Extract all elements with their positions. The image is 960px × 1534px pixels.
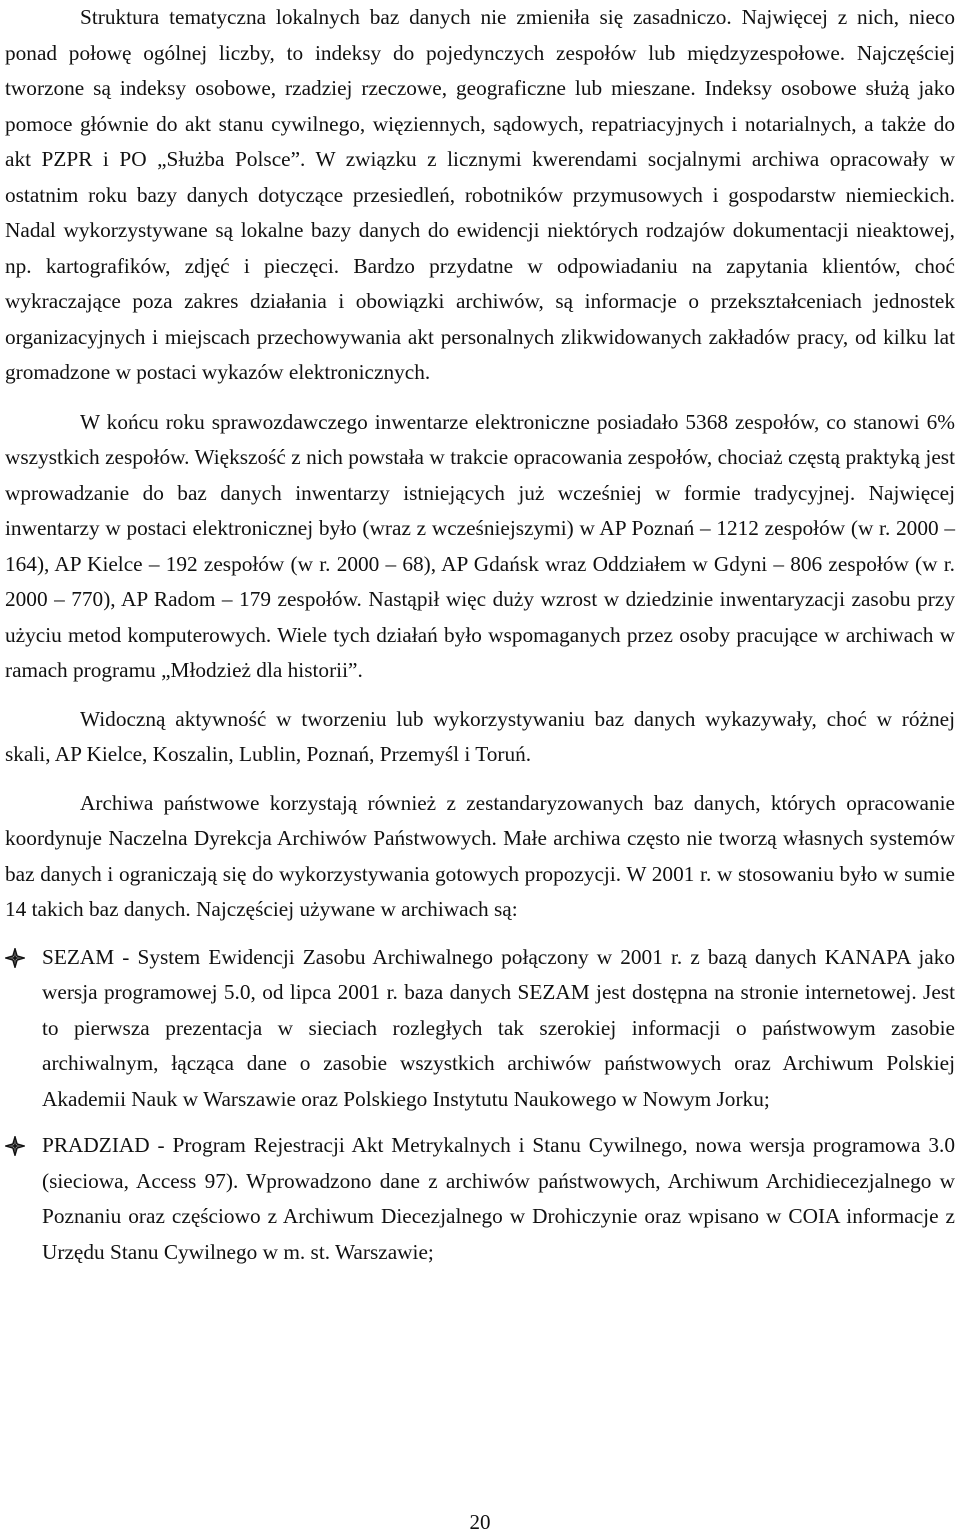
paragraph-standardized-databases: Archiwa państwowe korzystają również z zestandaryzowanych baz danych, których opracowanie koordynuje Naczelna Dyrekcja Archiwów Państwowych. Małe archiwa często nie tworzą własnych systemów baz danych i ograniczają się do wykorzystywania gotowych propozycji. W 2001 r. w stosowaniu było w sumie 14 takich baz danych. Najczęściej używane w archiwach są:	[5, 790, 955, 921]
list-item-pradziad	[5, 1128, 955, 1270]
database-list	[5, 940, 955, 1271]
list-item-sezam	[5, 940, 955, 1118]
paragraph-local-databases: Struktura tematyczna lokalnych baz danych nie zmieniła się zasadniczo. Najwięcej z nich, nieco ponad połowę ogólnej liczby, to indeksy do pojedynczych zespołów lub międzyzespołowe. Najczęściej tworzone są indeksy osobowe, rzadziej rzeczowe, geograficzne lub mieszane. Indeksy osobowe służą jako pomoce głównie do akt stanu cywilnego, więziennych, sądowych, repatriacyjnych i notarialnych, a także do akt PZPR i PO „Służba Polsce”. W związku z licznymi kwerendami socjalnymi archiwa opracowały w ostatnim roku bazy danych dotyczące przesiedleń, robotników przymusowych i gospodarstw niemieckich. Nadal wykorzystywane są lokalne bazy danych do ewidencji niektórych rodzajów dokumentacji nieaktowej, np. kartografików, zdjęć i pieczęci. Bardzo przydatne w odpowiadaniu na zapytania klientów, choć wykraczające poza zakres działania i obowiązki archiwów, są informacje o przekształceniach jednostek organizacyjnych i miejscach przechowywania akt personalnych zlikwidowanych zakładów pracy, od kilku lat gromadzone w postaci wykazów elektronicznych.	[5, 5, 955, 384]
list-item-text: SEZAM - System Ewidencji Zasobu Archiwalnego połączony w 2001 r. z bazą danych KANAPA jako wersja programowej 5.0, od lipca 2001 r. baza danych SEZAM jest dostępna na stronie internetowej. Jest to pierwsza prezentacja w sieciach rozległych tak szerokiej informacji o państwowym zasobie archiwalnym, łącząca dane o zasobie wszystkich archiwów państwowych oraz Archiwum Polskiej Akademii Nauk w Warszawie oraz Polskiego Instytutu Naukowego w Nowym Jorku;	[42, 944, 955, 1111]
document-page	[5, 0, 955, 1270]
diamond-bullet-icon	[5, 948, 25, 968]
list-item-text: PRADZIAD - Program Rejestracji Akt Metrykalnych i Stanu Cywilnego, nowa wersja programowa 3.0 (sieciowa, Access 97). Wprowadzono dane z archiwów państwowych, Archiwum Archidiecezjalnego w Poznaniu oraz częściowo z Archiwum Diecezjalnego w Drohiczynie oraz wpisano w COIA informacje z Urzędu Stanu Cywilnego w m. st. Warszawie;	[42, 1133, 955, 1264]
paragraph-electronic-inventories: W końcu roku sprawozdawczego inwentarze elektroniczne posiadało 5368 zespołów, co stanowi 6% wszystkich zespołów. Większość z nich powstała w trakcie opracowania zespołów, chociaż częstą praktyką jest wprowadzanie do baz danych inwentarzy istniejących już wcześniej w formie tradycyjnej. Najwięcej inwentarzy w postaci elektronicznej było (wraz z wcześniejszymi) w AP Poznań – 1212 zespołów (w r. 2000 – 164), AP Kielce – 192 zespołów (w r. 2000 – 68), AP Gdańsk wraz Oddziałem w Gdyni – 806 zespołów (w r. 2000 – 770), AP Radom – 179 zespołów. Nastąpił więc duży wzrost w dziedzinie inwentaryzacji zasobu przy użyciu metod komputerowych. Wiele tych działań było wspomaganych przez osoby pracujące w archiwach w ramach programu „Młodzież dla historii”.	[5, 409, 955, 682]
paragraph-active-archives: Widoczną aktywność w tworzeniu lub wykorzystywaniu baz danych wykazywały, choć w różnej skali, AP Kielce, Koszalin, Lublin, Poznań, Przemyśl i Toruń.	[5, 706, 955, 766]
page-number: 20	[469, 1510, 491, 1534]
diamond-bullet-icon	[5, 1136, 25, 1156]
